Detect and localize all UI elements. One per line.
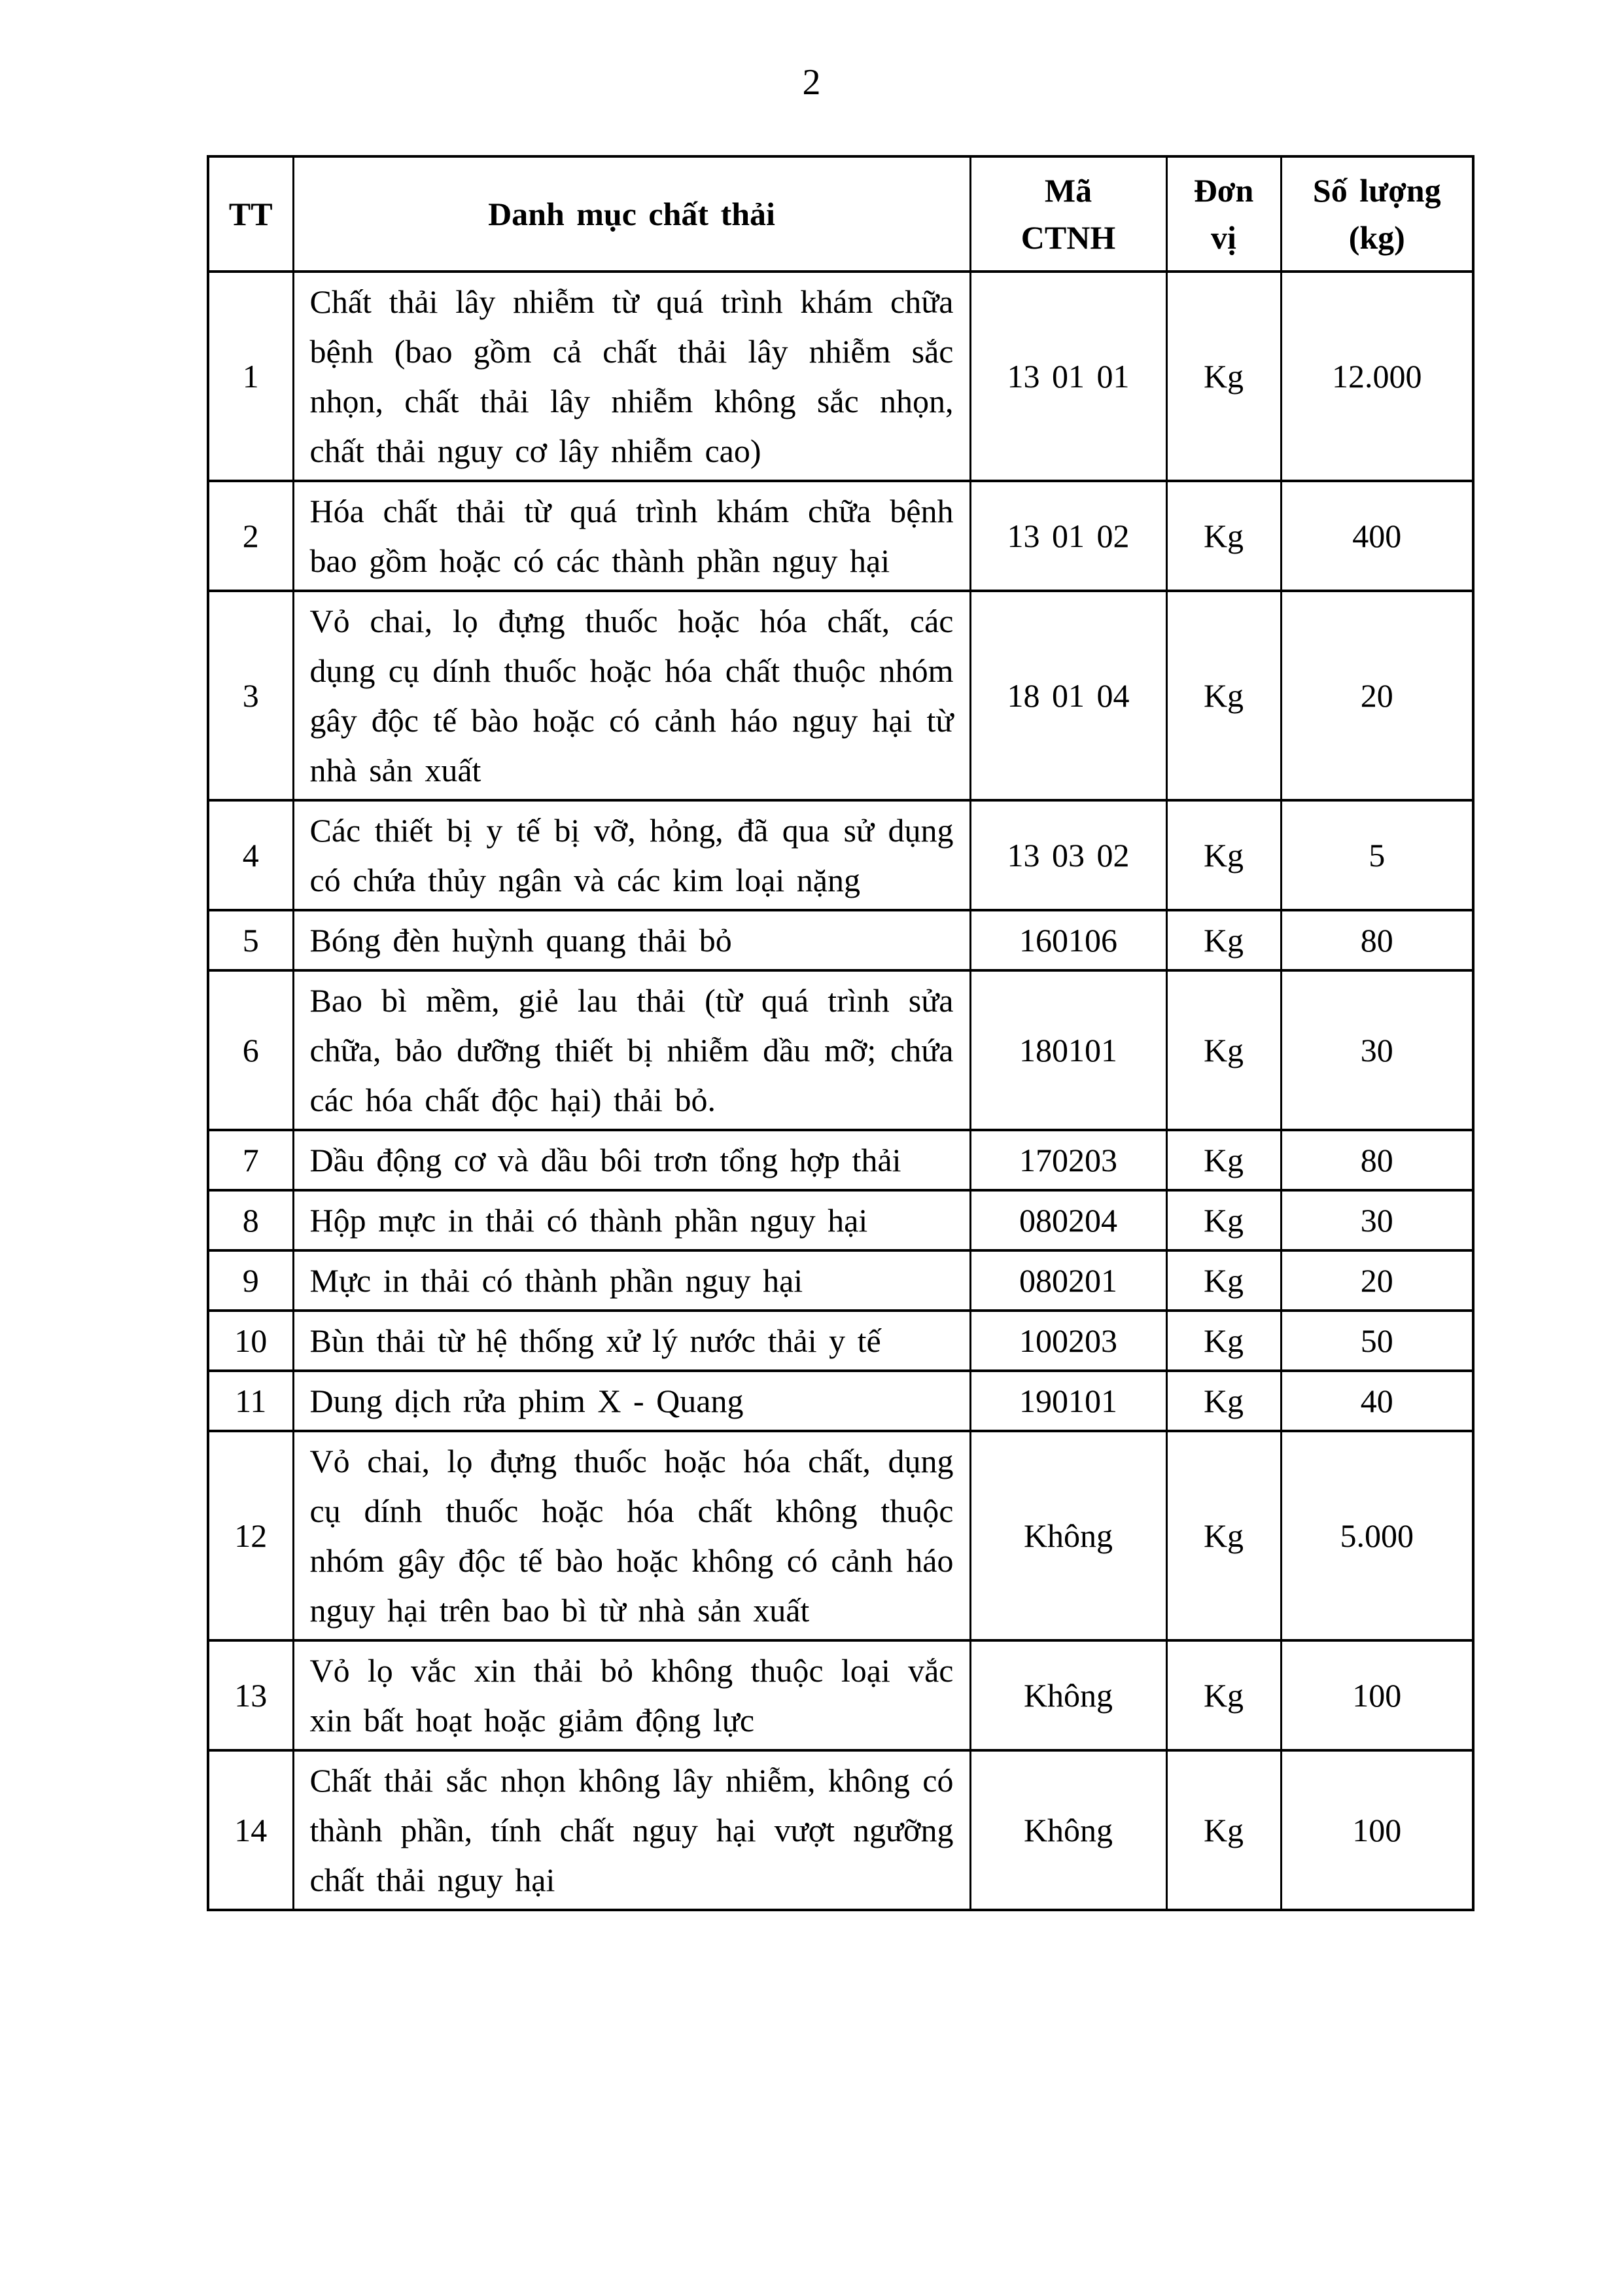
cell-quantity: 50 <box>1281 1311 1473 1371</box>
cell-waste-name: Các thiết bị y tế bị vỡ, hỏng, đã qua sử dụng có chứa thủy ngân và các kim loại nặng <box>293 800 970 910</box>
cell-unit: Kg <box>1166 1250 1281 1311</box>
cell-waste-name: Dầu động cơ và dầu bôi trơn tổng hợp thải <box>293 1130 970 1190</box>
table-row <box>208 1311 1473 1371</box>
cell-waste-name: Vỏ chai, lọ đựng thuốc hoặc hóa chất, các dụng cụ dính thuốc hoặc hóa chất thuộc nhóm gây độc tế bào hoặc có cảnh háo nguy hại từ nhà sản xuất <box>293 591 970 800</box>
cell-tt: 12 <box>208 1431 293 1640</box>
col-header-code-line2: CTNH <box>1021 219 1116 256</box>
col-header-code <box>970 156 1166 272</box>
cell-code: Không <box>970 1640 1166 1750</box>
col-header-quantity-line1: Số lượng <box>1312 172 1441 209</box>
col-header-unit-line1: Đơn <box>1193 172 1254 209</box>
col-header-unit-line2: vị <box>1211 219 1236 256</box>
cell-code: 13 01 01 <box>970 272 1166 481</box>
table-row <box>208 272 1473 481</box>
col-header-unit <box>1166 156 1281 272</box>
cell-quantity: 80 <box>1281 1130 1473 1190</box>
cell-tt: 2 <box>208 481 293 591</box>
cell-unit: Kg <box>1166 910 1281 970</box>
cell-unit: Kg <box>1166 1190 1281 1250</box>
col-header-waste-name-label: Danh mục chất thải <box>488 196 775 232</box>
table-row <box>208 1190 1473 1250</box>
cell-quantity: 30 <box>1281 1190 1473 1250</box>
cell-tt: 14 <box>208 1750 293 1910</box>
table-header-row <box>208 156 1473 272</box>
cell-quantity: 12.000 <box>1281 272 1473 481</box>
cell-waste-name: Hóa chất thải từ quá trình khám chữa bệnh bao gồm hoặc có các thành phần nguy hại <box>293 481 970 591</box>
table-row <box>208 1750 1473 1910</box>
cell-waste-name: Vỏ chai, lọ đựng thuốc hoặc hóa chất, dụng cụ dính thuốc hoặc hóa chất không thuộc nhóm gây độc tế bào hoặc không có cảnh háo nguy hại trên bao bì từ nhà sản xuất <box>293 1431 970 1640</box>
cell-tt: 10 <box>208 1311 293 1371</box>
cell-quantity: 100 <box>1281 1640 1473 1750</box>
cell-quantity: 5.000 <box>1281 1431 1473 1640</box>
cell-code: Không <box>970 1431 1166 1640</box>
cell-code: 13 01 02 <box>970 481 1166 591</box>
cell-tt: 13 <box>208 1640 293 1750</box>
cell-waste-name: Chất thải lây nhiễm từ quá trình khám chữa bệnh (bao gồm cả chất thải lây nhiễm sắc nhọn, chất thải lây nhiễm không sắc nhọn, chất thải nguy cơ lây nhiễm cao) <box>293 272 970 481</box>
cell-quantity: 40 <box>1281 1371 1473 1431</box>
cell-code: 080204 <box>970 1190 1166 1250</box>
cell-waste-name: Hộp mực in thải có thành phần nguy hại <box>293 1190 970 1250</box>
cell-waste-name: Bùn thải từ hệ thống xử lý nước thải y tế <box>293 1311 970 1371</box>
cell-unit: Kg <box>1166 1130 1281 1190</box>
table-body <box>208 272 1473 1910</box>
cell-tt: 5 <box>208 910 293 970</box>
table-row <box>208 481 1473 591</box>
col-header-quantity <box>1281 156 1473 272</box>
cell-tt: 9 <box>208 1250 293 1311</box>
cell-quantity: 20 <box>1281 1250 1473 1311</box>
cell-unit: Kg <box>1166 272 1281 481</box>
cell-code: 18 01 04 <box>970 591 1166 800</box>
cell-waste-name: Dung dịch rửa phim X - Quang <box>293 1371 970 1431</box>
table-row <box>208 970 1473 1130</box>
cell-waste-name: Mực in thải có thành phần nguy hại <box>293 1250 970 1311</box>
page-number: 2 <box>802 62 821 103</box>
cell-code: 13 03 02 <box>970 800 1166 910</box>
cell-code: 160106 <box>970 910 1166 970</box>
cell-waste-name: Chất thải sắc nhọn không lây nhiễm, không có thành phần, tính chất nguy hại vượt ngưỡng chất thải nguy hại <box>293 1750 970 1910</box>
cell-tt: 3 <box>208 591 293 800</box>
cell-unit: Kg <box>1166 800 1281 910</box>
table-row <box>208 910 1473 970</box>
cell-code: 180101 <box>970 970 1166 1130</box>
cell-unit: Kg <box>1166 1371 1281 1431</box>
cell-code: 100203 <box>970 1311 1166 1371</box>
table-row <box>208 1371 1473 1431</box>
cell-tt: 8 <box>208 1190 293 1250</box>
cell-tt: 1 <box>208 272 293 481</box>
table-row <box>208 1130 1473 1190</box>
cell-waste-name: Bao bì mềm, giẻ lau thải (từ quá trình sửa chữa, bảo dưỡng thiết bị nhiễm dầu mỡ; chứa các hóa chất độc hại) thải bỏ. <box>293 970 970 1130</box>
cell-unit: Kg <box>1166 1431 1281 1640</box>
cell-code: 170203 <box>970 1130 1166 1190</box>
cell-waste-name: Vỏ lọ vắc xin thải bỏ không thuộc loại vắc xin bất hoạt hoặc giảm động lực <box>293 1640 970 1750</box>
cell-quantity: 5 <box>1281 800 1473 910</box>
cell-unit: Kg <box>1166 1750 1281 1910</box>
cell-tt: 4 <box>208 800 293 910</box>
cell-unit: Kg <box>1166 481 1281 591</box>
cell-quantity: 80 <box>1281 910 1473 970</box>
cell-quantity: 20 <box>1281 591 1473 800</box>
col-header-waste-name <box>293 156 970 272</box>
table-row <box>208 591 1473 800</box>
cell-code: 190101 <box>970 1371 1166 1431</box>
cell-quantity: 400 <box>1281 481 1473 591</box>
cell-unit: Kg <box>1166 970 1281 1130</box>
cell-unit: Kg <box>1166 591 1281 800</box>
waste-table <box>207 155 1475 1911</box>
table-row <box>208 1431 1473 1640</box>
cell-tt: 6 <box>208 970 293 1130</box>
col-header-tt <box>208 156 293 272</box>
cell-waste-name: Bóng đèn huỳnh quang thải bỏ <box>293 910 970 970</box>
cell-quantity: 100 <box>1281 1750 1473 1910</box>
cell-tt: 11 <box>208 1371 293 1431</box>
cell-unit: Kg <box>1166 1311 1281 1371</box>
table-row <box>208 1640 1473 1750</box>
table-row <box>208 800 1473 910</box>
cell-tt: 7 <box>208 1130 293 1190</box>
cell-code: 080201 <box>970 1250 1166 1311</box>
col-header-quantity-line2: (kg) <box>1348 219 1405 256</box>
table-row <box>208 1250 1473 1311</box>
col-header-tt-label: TT <box>228 196 273 232</box>
cell-quantity: 30 <box>1281 970 1473 1130</box>
cell-code: Không <box>970 1750 1166 1910</box>
col-header-code-line1: Mã <box>1044 172 1092 209</box>
cell-unit: Kg <box>1166 1640 1281 1750</box>
